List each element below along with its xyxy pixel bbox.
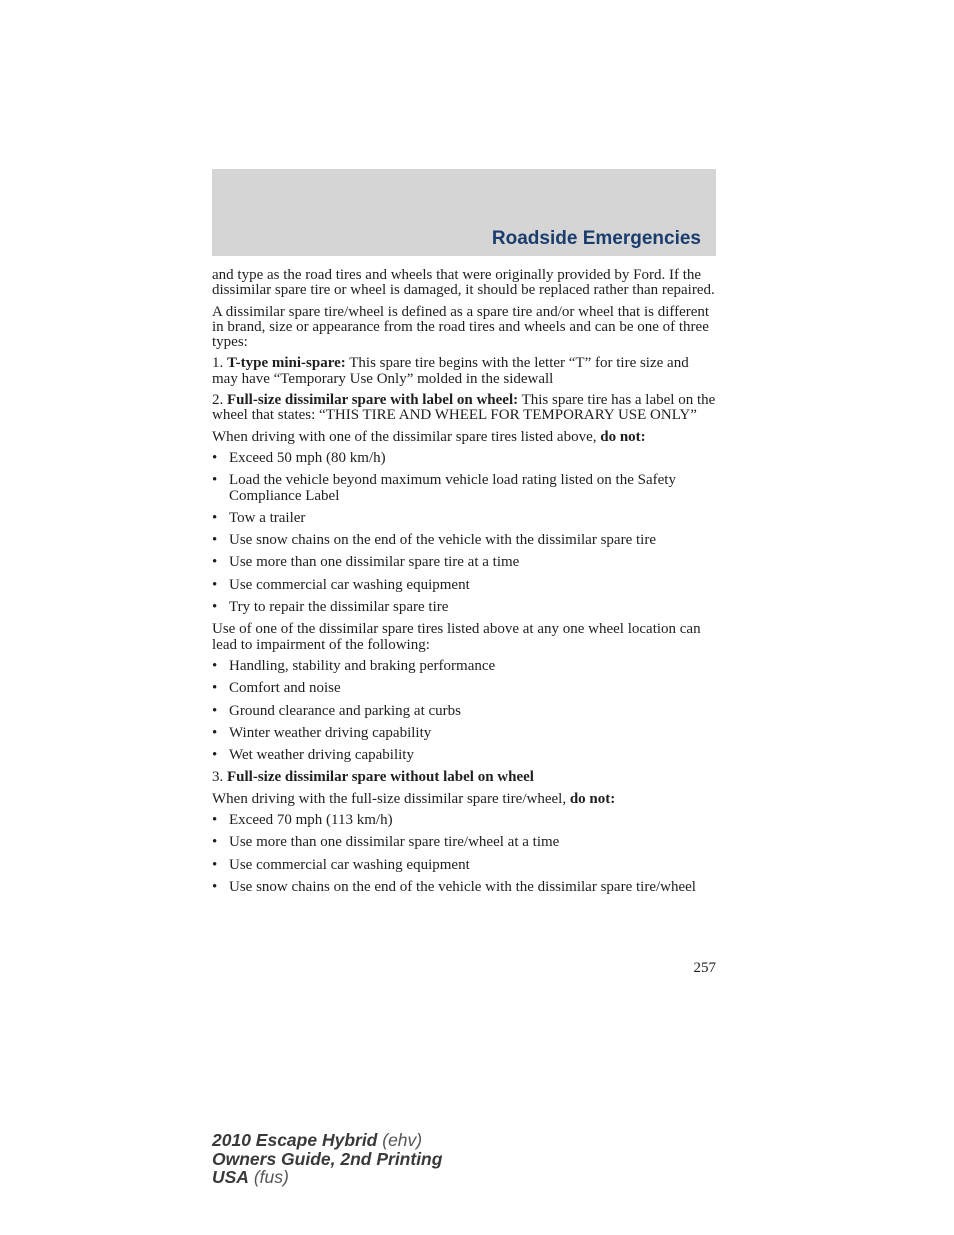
list-item <box>212 704 716 719</box>
bullet-icon: • <box>212 657 218 674</box>
bullet-icon: • <box>212 680 218 697</box>
list-item <box>212 659 716 674</box>
list-item-text: Load the vehicle beyond maximum vehicle load rating listed on the Safety Compliance Label <box>229 472 676 504</box>
bullet-icon: • <box>212 554 218 571</box>
list-item-text: Use more than one dissimilar spare tire at a time <box>229 554 520 571</box>
list-item-text: Wet weather driving capability <box>229 747 414 764</box>
do-not-intro-1-text: When driving with one of the dissimilar spare tires listed above, <box>212 428 601 445</box>
list-item <box>212 835 716 850</box>
type1-paragraph <box>212 356 716 387</box>
footer-line-1 <box>212 1131 442 1150</box>
list-item <box>212 451 716 466</box>
list-item-text: Tow a trailer <box>229 509 306 526</box>
definition-paragraph: A dissimilar spare tire/wheel is defined as a spare tire and/or wheel that is different in brand, size or appearance from the road tires and wheels and can be one of three types: <box>212 303 710 351</box>
bullet-icon: • <box>212 812 218 829</box>
list-item-text: Comfort and noise <box>229 680 341 697</box>
bullet-icon: • <box>212 449 218 466</box>
bullet-icon: • <box>212 532 218 549</box>
bullet-icon: • <box>212 509 218 526</box>
bullet-icon: • <box>212 702 218 719</box>
do-not-intro-2 <box>212 792 716 807</box>
bullet-icon: • <box>212 576 218 593</box>
footer-model-code: (ehv) <box>377 1130 423 1150</box>
do-not-intro-1 <box>212 430 716 445</box>
list-item <box>212 880 716 895</box>
intro-paragraph: and type as the road tires and wheels that were originally provided by Ford. If the dissimilar spare tire or wheel is damaged, it should be replaced rather than repaired. <box>212 267 715 299</box>
type1-text: This spare tire begins with the letter “T” for tire size and may have “Temporary Use Only” molded in the sidewall <box>212 355 689 387</box>
bullet-icon: • <box>212 599 218 616</box>
do-not-intro-2-text: When driving with the full-size dissimilar spare tire/wheel, <box>212 790 570 807</box>
list-item-text: Use snow chains on the end of the vehicle with the dissimilar spare tire <box>229 532 656 549</box>
list-item-text: Try to repair the dissimilar spare tire <box>229 599 449 616</box>
bullet-icon: • <box>212 724 218 741</box>
list-item <box>212 578 716 593</box>
list-item <box>212 813 716 828</box>
list-item <box>212 555 716 570</box>
list-item <box>212 511 716 526</box>
type2-text: This spare tire has a label on the wheel that states: “THIS TIRE AND WHEEL FOR TEMPORARY USE ONLY” <box>212 392 716 424</box>
bullet-icon: • <box>212 834 218 851</box>
footer <box>212 1131 442 1187</box>
type1-number: 1. <box>212 355 224 372</box>
list-item-text: Use more than one dissimilar spare tire/wheel at a time <box>229 834 560 851</box>
section-header-band <box>212 169 716 256</box>
impairment-intro: Use of one of the dissimilar spare tires listed above at any one wheel location can lead to impairment of the following: <box>212 621 701 653</box>
list-item-text: Use snow chains on the end of the vehicle with the dissimilar spare tire/wheel <box>229 878 696 895</box>
list-item <box>212 748 716 763</box>
bullet-icon: • <box>212 747 218 764</box>
list-item <box>212 681 716 696</box>
list-item <box>212 473 716 504</box>
page-number: 257 <box>693 960 716 976</box>
list-item-text: Ground clearance and parking at curbs <box>229 702 461 719</box>
bullet-icon: • <box>212 472 218 489</box>
do-not-list-1 <box>212 451 716 615</box>
type3-paragraph <box>212 770 716 785</box>
bullet-icon: • <box>212 856 218 873</box>
footer-market: USA <box>212 1167 249 1187</box>
footer-market-code: (fus) <box>248 1167 289 1187</box>
page-content <box>212 268 716 902</box>
do-not-list-2 <box>212 813 716 895</box>
list-item <box>212 858 716 873</box>
bullet-icon: • <box>212 878 218 895</box>
list-item-text: Use commercial car washing equipment <box>229 576 470 593</box>
impairment-list <box>212 659 716 763</box>
type2-number: 2. <box>212 392 224 409</box>
type2-paragraph <box>212 393 716 424</box>
list-item-text: Handling, stability and braking performance <box>229 657 496 674</box>
list-item-text: Use commercial car washing equipment <box>229 856 470 873</box>
do-not-label-2: do not: <box>569 790 616 807</box>
section-title: Roadside Emergencies <box>491 228 701 249</box>
type3-number: 3. <box>212 769 224 786</box>
footer-model: 2010 Escape Hybrid <box>212 1130 378 1150</box>
list-item <box>212 600 716 615</box>
footer-line-3 <box>212 1168 442 1187</box>
type2-heading: Full-size dissimilar spare with label on wheel: <box>227 392 519 409</box>
list-item-text: Exceed 50 mph (80 km/h) <box>229 449 386 466</box>
footer-edition: Owners Guide, 2nd Printing <box>212 1148 443 1169</box>
list-item-text: Winter weather driving capability <box>229 724 432 741</box>
type1-heading: T-type mini-spare: <box>227 355 346 372</box>
type3-heading: Full-size dissimilar spare without label on wheel <box>227 769 534 786</box>
footer-line-2 <box>212 1150 442 1169</box>
list-item-text: Exceed 70 mph (113 km/h) <box>229 812 393 829</box>
list-item <box>212 726 716 741</box>
do-not-label-1: do not: <box>600 428 646 445</box>
list-item <box>212 533 716 548</box>
